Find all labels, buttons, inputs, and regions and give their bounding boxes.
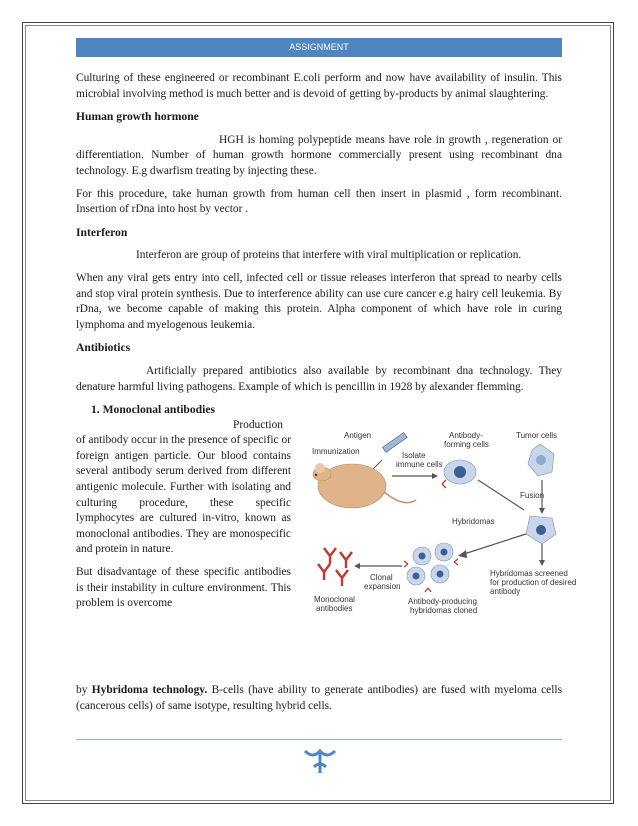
header-title: ASSIGNMENT [76, 38, 562, 57]
label-isolate-2: immune cells [396, 459, 443, 469]
interferon-paragraph-1: Interferon are group of proteins that interfere with viral multiplication or replication. [136, 249, 522, 262]
monoclonal-paragraph-1: of antibody occur in the presence of specific or foreign antigen particle. Our blood contains several antibody serum derived from different antigenic molecule. Further with isolating and culturing procedure, these specific lymphocytes are cultured in-vitro, known as monoclonal antibodies. They are monospecific and protein in nature. [76, 434, 291, 556]
label-hybridomas: Hybridomas [452, 516, 495, 526]
mouse-icon [313, 463, 416, 508]
interferon-paragraph-2: When any viral gets entry into cell, infected cell or tissue releases interferon that spread to nearby cells and stop viral protein synthesis. Due to interference ability can use cure cancer e.g hairy cell leukemia. By rDna, we become capable of making this protein. Alpha component of which have role in curing lymphoma and myelogenous leukemia. [76, 271, 562, 331]
arrow-fusion-left [478, 480, 524, 510]
label-mono-1: Monoclonal [314, 594, 355, 604]
label-mono-2: antibodies [316, 603, 353, 613]
hgh-heading: Human growth hormone [76, 110, 199, 124]
monoclonal-section [76, 418, 577, 658]
cloned-cells-icon [404, 543, 458, 592]
label-screened-2: for production of desired [490, 577, 577, 587]
arrow-to-clones [464, 534, 526, 554]
hybridoma-prefix: by [76, 684, 92, 696]
footer-ornament-icon [303, 745, 337, 775]
antibiotics-heading: Antibiotics [76, 341, 131, 355]
antibiotics-paragraph: Artificially prepared antibiotics also available by recombinant dna technology. They denature harmful living pathogens. Example of which is pencillin in 1928 by alexander flemming. [76, 364, 562, 393]
b-cell-icon [442, 460, 476, 488]
label-screened-1: Hybridomas screened [490, 568, 568, 578]
hybridoma-cell-icon [526, 516, 556, 544]
label-immunization: Immunization [312, 446, 360, 456]
label-fusion: Fusion [520, 490, 545, 500]
footer-rule [76, 739, 562, 740]
label-producing-1: Antibody-producing [408, 596, 477, 606]
label-clonal-2: expansion [364, 581, 401, 591]
label-clonal-1: Clonal [370, 572, 393, 582]
tumor-cell-icon [528, 444, 554, 476]
label-producing-2: hybridomas cloned [410, 605, 478, 615]
production-word: Production [233, 418, 283, 431]
hybridoma-rest: B-cells (have ability to generate antibodies) are fused with myeloma cells (cancerous cells) of same isotype, resulting hybrid cells. [76, 684, 562, 712]
monoclonal-paragraph-2: But disadvantage of these specific antibodies is their instability in culture environment. This problem is overcome [76, 566, 291, 610]
label-antigen: Antigen [344, 430, 372, 440]
monoclonal-heading: 1. Monoclonal antibodies [91, 403, 216, 417]
monoclonal-antibodies-icon [318, 548, 352, 586]
label-screened-3: antibody [490, 586, 521, 596]
interferon-heading: Interferon [76, 225, 128, 239]
hybridoma-diagram [304, 430, 577, 620]
label-tumor: Tumor cells [516, 430, 558, 440]
label-isolate-1: Isolate [402, 450, 426, 460]
main-content [76, 71, 577, 658]
monoclonal-text [76, 418, 291, 612]
label-abfc-1: Antibody- [449, 430, 483, 440]
intro-paragraph: Culturing of these engineered or recombinant E.coli perform and now have availability of insulin. This microbial involving method is much better and is devoid of getting by-products by animal slaughtering. [76, 72, 562, 100]
hybridoma-bold-term: Hybridoma technology. [91, 684, 208, 696]
label-abfc-2: forming cells [444, 439, 489, 449]
hybridoma-paragraph [76, 683, 562, 714]
hgh-paragraph-2: For this procedure, take human growth from human cell then insert in plasmid , form recombinant. Insertion of rDna into host by vector . [76, 187, 562, 216]
hgh-paragraph-1: HGH is homing polypeptide means have role in growth , regeneration or differentiation. Number of human growth hormone commercially present using recombinant dna technology. E.g dwarfism treating by injecting these. [76, 133, 562, 177]
